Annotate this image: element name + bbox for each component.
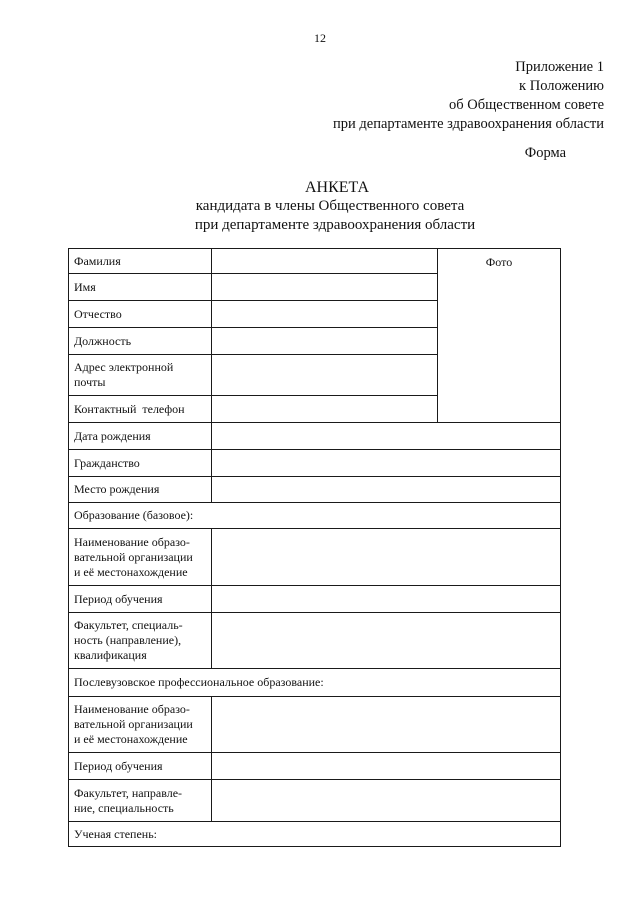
field-label-birth-date: Дата рождения [69,423,212,450]
field-input-study-period[interactable] [212,586,561,613]
title-line: при департаменте здравоохранения области [194,217,476,233]
table-row [69,503,561,529]
table-row [69,753,561,780]
appendix-line: Приложение 1 [515,59,604,75]
field-input-postgrad-faculty[interactable] [212,780,561,822]
field-label-phone: Контактный телефон [69,396,212,423]
title-line: кандидата в члены Общественного совета [195,198,465,214]
field-label-faculty: Факультет, направле- ние, специальность [69,780,212,822]
field-input-postgrad-study-period[interactable] [212,753,561,780]
table-row [69,822,561,847]
field-input-faculty[interactable] [212,613,561,669]
field-label-academic-degree[interactable]: Ученая степень: [69,822,561,847]
table-row [69,249,561,274]
table-row [69,669,561,697]
field-label-email: Адрес электронной почты [69,355,212,396]
table-row [69,697,561,753]
appendix-header [244,58,604,134]
field-input-birth-place[interactable] [212,477,561,503]
field-input-name[interactable] [212,274,438,301]
field-input-phone[interactable] [212,396,438,423]
field-label-study-period: Период обучения [69,586,212,613]
title-line: АНКЕТА [304,179,370,196]
table-row [69,780,561,822]
field-input-citizenship[interactable] [212,450,561,477]
field-label-study-period: Период обучения [69,753,212,780]
photo-label: Фото [485,255,513,269]
field-label-org-name: Наименование образо- вательной организации и её местонахождение [69,529,212,586]
field-input-birth-date[interactable] [212,423,561,450]
table-row [69,477,561,503]
field-label-surname: Фамилия [69,249,212,274]
field-label-birth-place: Место рождения [69,477,212,503]
field-input-patronymic[interactable] [212,301,438,328]
appendix-line: об Общественном совете [449,97,604,113]
section-heading-postgrad: Послевузовское профессиональное образование: [69,669,561,697]
appendix-line: к Положению [519,78,604,94]
field-label-faculty: Факультет, специаль- ность (направление), квалификация [69,613,212,669]
table-row [69,529,561,586]
field-label-patronymic: Отчество [69,301,212,328]
page-number: 12 [314,31,326,45]
form-label: Форма [524,145,566,161]
table-row [69,613,561,669]
appendix-line: при департаменте здравоохранения области [332,116,604,132]
field-label-position: Должность [69,328,212,355]
questionnaire-table [68,248,561,847]
field-label-org-name: Наименование образо- вательной организации и её местонахождение [69,697,212,753]
field-input-postgrad-org-name[interactable] [212,697,561,753]
field-input-org-name[interactable] [212,529,561,586]
table-row [69,450,561,477]
field-input-surname[interactable] [212,249,438,274]
table-row [69,586,561,613]
field-label-name: Имя [69,274,212,301]
field-label-citizenship: Гражданство [69,450,212,477]
section-heading-education: Образование (базовое): [69,503,561,529]
field-input-email[interactable] [212,355,438,396]
photo-box[interactable] [438,249,561,423]
field-input-position[interactable] [212,328,438,355]
table-row [69,423,561,450]
document-title [0,178,640,235]
